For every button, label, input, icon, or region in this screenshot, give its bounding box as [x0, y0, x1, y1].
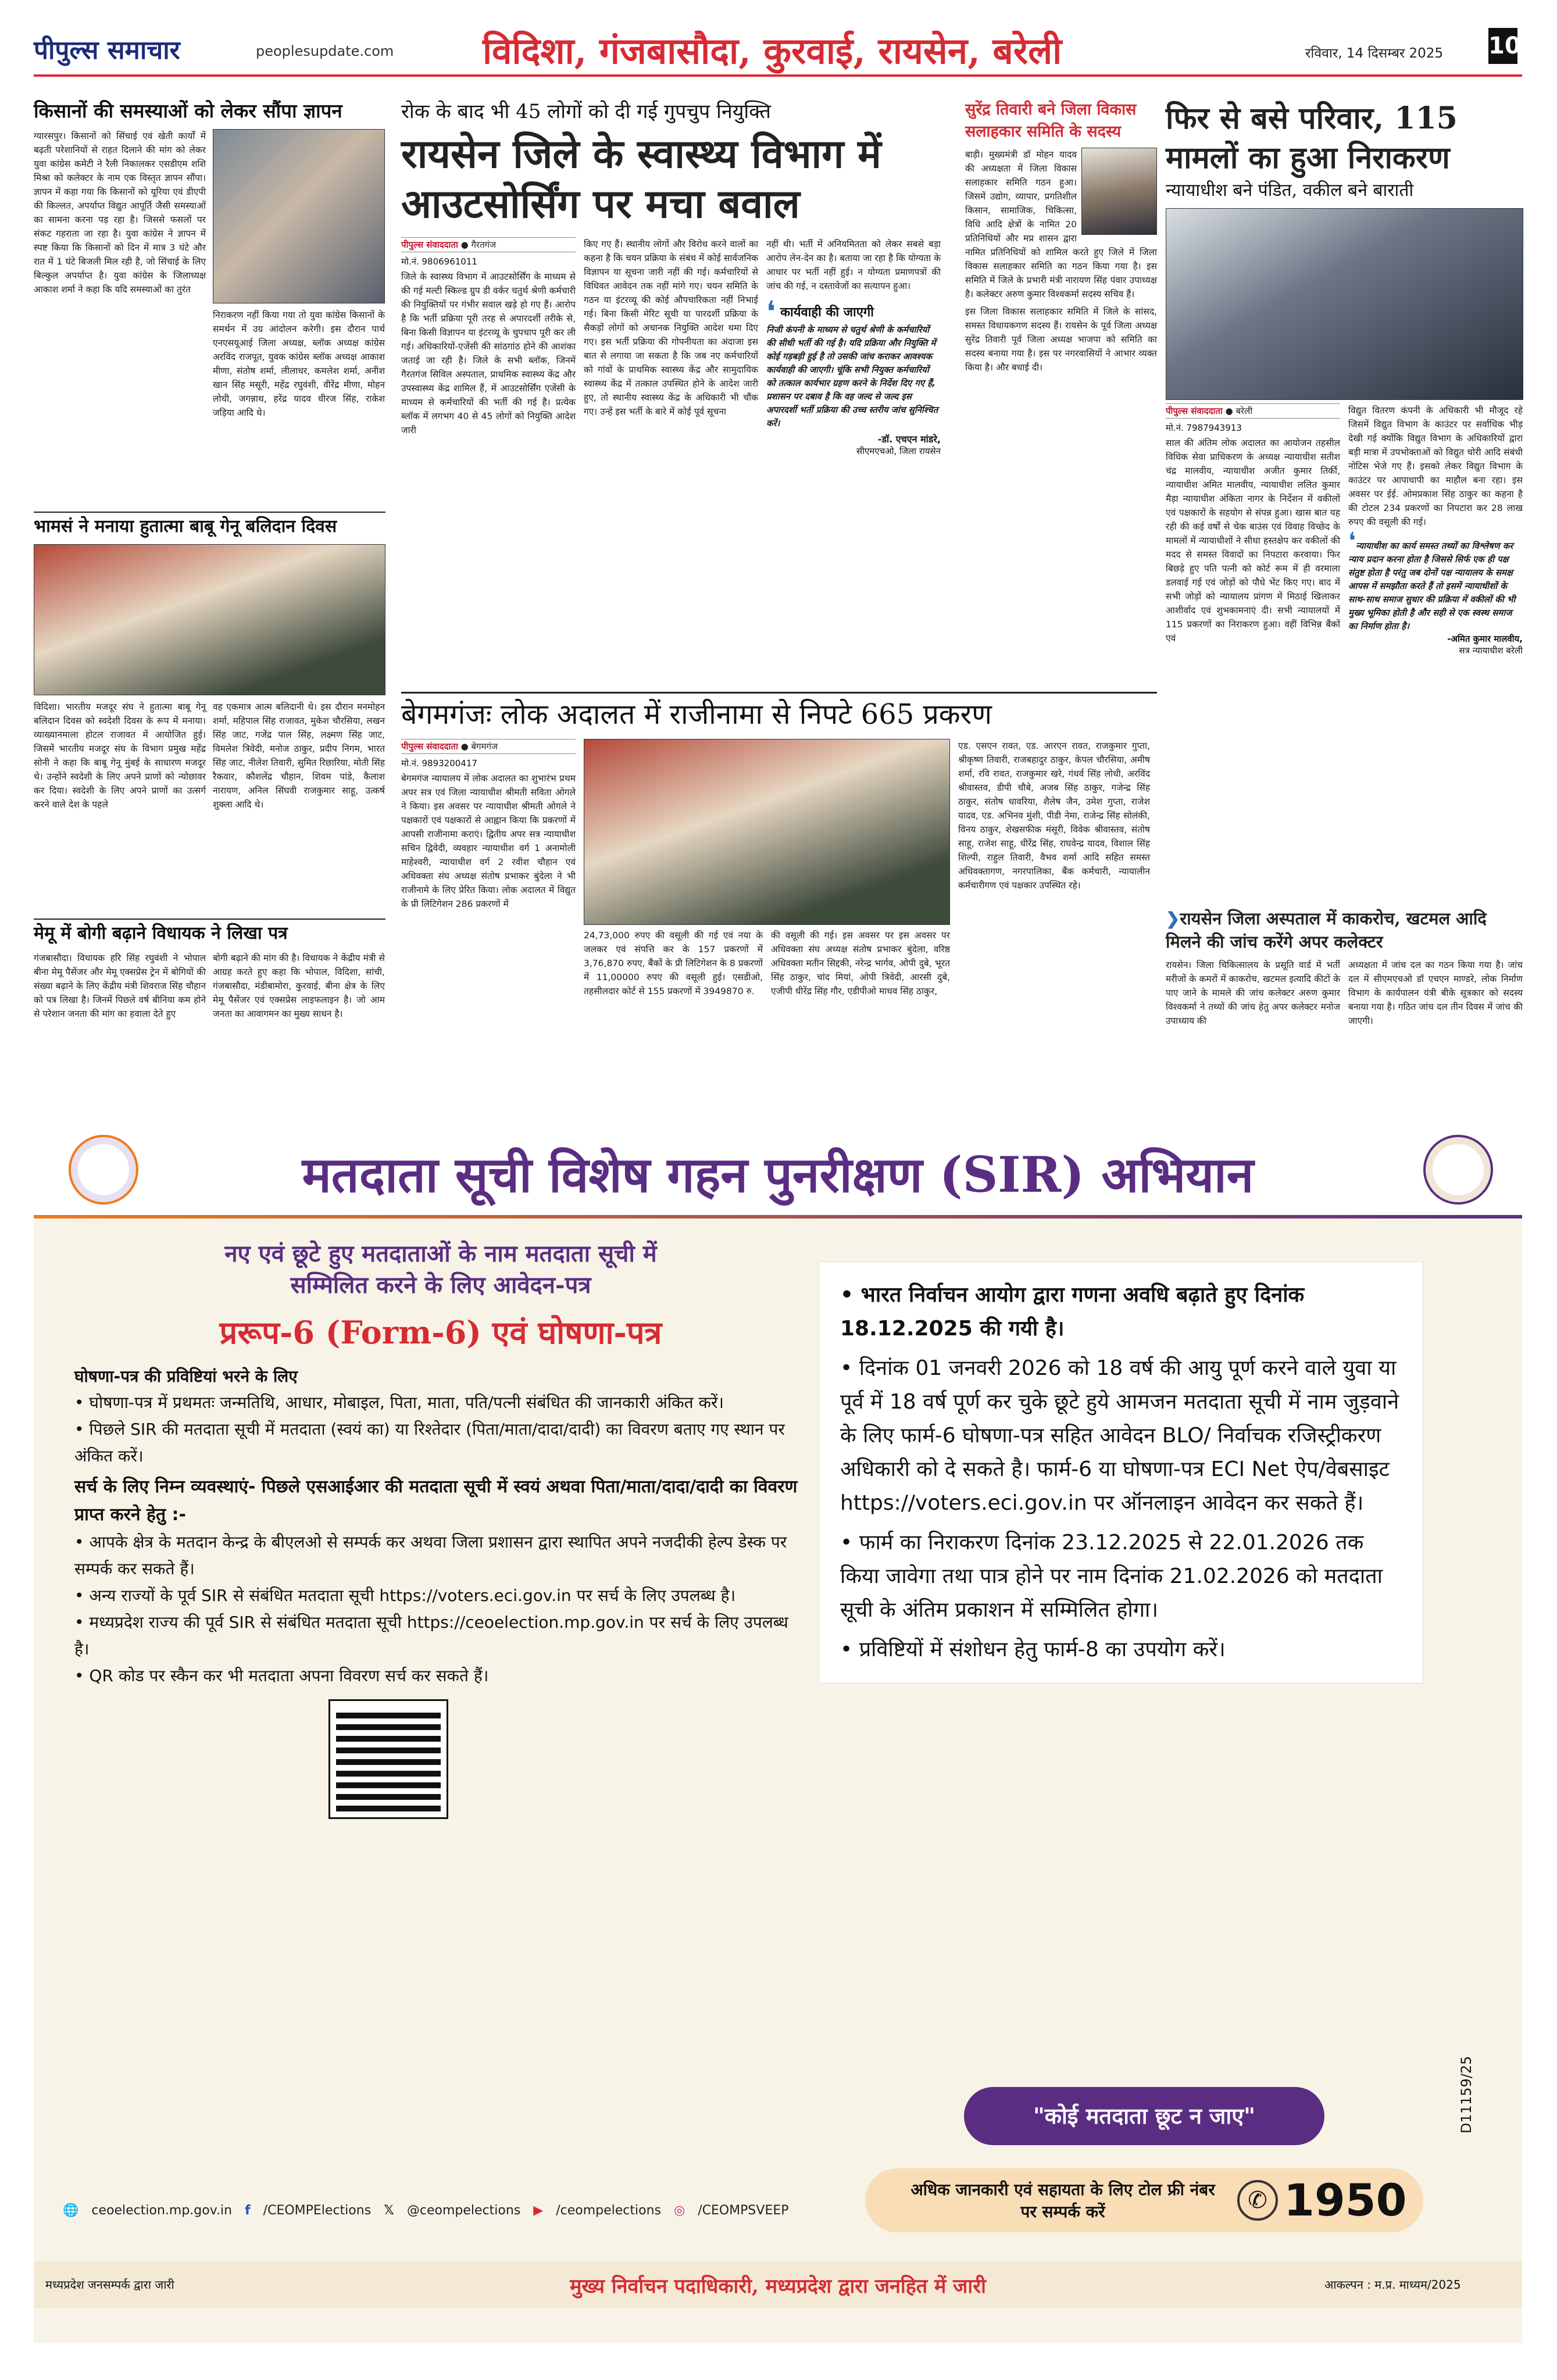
photo — [213, 129, 385, 303]
bullet-item: • प्रविष्टियों में संशोधन हेतु फार्म-8 का उपयोग करें। — [840, 1638, 1226, 1661]
slogan-badge: "कोई मतदाता छूट न जाए" — [964, 2087, 1324, 2145]
body-text: जिले के स्वास्थ्य विभाग में आउटसोर्सिंग के माध्यम से की गई मल्टी स्किल्ड ग्रुप डी वर्कर चतुर्थ श्रेणी कर्मचारी की नियुक्तियों पर गंभीर सवाल खड़े हो गए हैं। आरोप है कि भर्ती प्रक्रिया पूरी तरह से अपारदर्शी तरीके से, बिना किसी विज्ञापन या इंटरव्यू के चुपचाप पूरी कर ली गई। अधिकारियों-एजेंसी की सांठगांठ होने की आशंका जताई जा रही है। जिले के सभी ब्लॉक, जिनमें गैरतगंज सिविल अस्पताल, प्राथमिक स्वास्थ्य केंद्र और उपस्वास्थ्य केंद्र शामिल हैं, में आउटसोर्सिंग एजेंसी के माध्यम से कर्मचारियों की भर्ती की गई है। प्रत्येक ब्लॉक में लगभग 40 से 45 लोगों को नियुक्ति आदेश जारी — [401, 271, 576, 435]
kicker: रोक के बाद भी 45 लोगों को दी गई गुपचुप नियुक्ति — [401, 100, 771, 123]
helpline-box — [865, 2168, 1423, 2232]
body-text: की वसूली की गई। इस अवसर पर इस अवसर पर अधिवक्ता संघ अध्यक्ष संतोष प्रभाकर बुंदेला, वरिष्ठ अधिवक्ता मतीन सिद्दकी, नरेन्द्र भार्गव, ओपी दुबे, भूरत सिंह ठाकुर, चांद मियां, ओपी त्रिवेदी, आरसी दुबे, एजीपी धीरेंद्र सिंह गौर, एडीपीओ माधव सिंह ठाकुर, — [771, 930, 950, 996]
article-farmers — [34, 99, 385, 420]
article-hospital — [1166, 907, 1523, 1028]
footer-center: मुख्य निर्वाचन पदाधिकारी, मध्यप्रदेश द्वारा जनहित में जारी — [570, 2275, 986, 2298]
headline: मेमू में बोगी बढ़ाने विधायक ने लिखा पत्र — [34, 919, 385, 945]
bullet-item: • अन्य राज्यों के पूर्व SIR से संबंधित मतदाता सूची https://voters.eci.gov.in पर सर्च के लिए उपलब्ध है। — [74, 1586, 736, 1605]
quote-author: -डॉ. एचएन मांडरे, — [877, 434, 941, 445]
photo — [1166, 208, 1523, 400]
quote-icon: ❛ — [766, 295, 776, 328]
left-heading-1: नए एवं छूटे हुए मतदाताओं के नाम मतदाता सूची में — [224, 1240, 657, 1267]
body-text: अध्यक्षता में जांच दल का गठन किया गया है। जांच दल में सीएमएचओ डॉ एचएन माण्डरे, लोक निर्माण विभाग के कार्यपालन यंत्री बीके सूत्रकार को सदस्य बनाया गया है। गठित जांच दल तीन दिवस में जांच की जाएगी। — [1348, 960, 1523, 1026]
body-text: विद्युत वितरण कंपनी के अधिकारी भी मौजूद रहे जिसमें विद्युत विभाग के काउंटर पर सर्वाधिक भीड़ देखी गई क्योंकि विद्युत विभाग के अधिकारियों द्वारा बड़ी मात्रा में उपभोक्ताओं को विद्युत चोरी आदि संबंधी नोटिस भेजे गए हैं। इसको लेकर विद्युत विभाग के काउंटर पर आपाधापी का माहौल बना रहा। इस अवसर पर ईई. ओमप्रकाश सिंह ठाकुर का कहना है की टोटल 234 प्रकरणों का निपटारा कर 28 लाख रुपए की वसूली की गई। — [1348, 405, 1523, 527]
body-text: एड. एसएन रावत, एड. आरएन रावत, राजकुमार गुप्ता, श्रीकृष्ण तिवारी, राजबहादुर ठाकुर, केपल चौरसिया, अमीष शर्मा, रवि रावत, राजकुमार खरे, गंधर्व सिंह लोधी, अरविंद श्रीवास्तव, डीपी चौबे, अजब सिंह ठाकुर, गजेन्द्र सिंह ठाकुर, संतोष धावरिया, शैलेष जैन, उमेश गुप्ता, राजेश यादव, एड. अभिनव मुंशी, पीडी नेमा, राजेन्द्र सिंह सोलंकी, विनय ठाकुर, शेखसफीक मंसूरी, विवेक श्रीवास्तव, संतोष साहू, राजेश साहू, धीरेंद्र सिंह, राघवेन्द्र यादव, विशाल सिंह शिल्पी, राहुल तिवारी, वैभव शर्मा आदि सहित समस्त अधिवक्तागण, नगरपालिका, बैंक कर्मचारी, न्यायालीन कर्मचारीगण एवं पक्षकार उपस्थित रहे। — [958, 741, 1150, 891]
article-health-outsourcing — [401, 99, 954, 457]
ad-header — [34, 1122, 1522, 1215]
body-text: बाड़ी। मुख्यमंत्री डॉ मोहन यादव की अध्यक्षता में जिला विकास सलाहकार समिति गठन हुआ। जिसमें उद्योग, व्यापार, प्रगतिशील किसान, सामाजिक, चिकित्सा, विधि आदि क्षेत्रों के नामित 20 प्रतिनिधियों और मप्र शासन द्वारा नामित प्रतिनिधियों को शामिल करते हुए जिले में जिला विकास सलाहकार समिति का गठन किया गया है। इस समिति में जिले के प्रभारी मंत्री नारायण सिंह पंवार उपाध्यक्ष है। कलेक्टर अरुण कुमार विश्वकर्मा सदस्य सचिव हैं। — [965, 149, 1157, 299]
headline: किसानों की समस्याओं को लेकर सौंपा ज्ञापन — [34, 99, 342, 122]
instagram-icon: ◎ — [673, 2203, 685, 2218]
bullet-item: • मध्यप्रदेश राज्य की पूर्व SIR से संबंधित मतदाता सूची https://ceoelection.mp.gov.in पर सर्च के लिए उपलब्ध है। — [74, 1613, 788, 1659]
bullet-item: • QR कोड पर स्कैन कर भी मतदाता अपना विवरण सर्च कर सकते हैं। — [74, 1666, 489, 1685]
quote-text: ❛न्यायाधीश का कार्य समस्त तथ्यों का विश्लेषण कर न्याय प्रदान करना होता है जिससे सिर्फ एक ही पक्ष संतुष्ट होता है परंतु जब दोनों पक्ष न्यायालय के समक्ष आपस में समझौता करते हैं तो इसमें न्यायाधीशों के साथ-साथ समाज सुधार की प्रक्रिया में वकीलों की भी मुख्य भूमिका होती है और सही से एक स्वस्थ समाज का निर्माण होता है। — [1348, 528, 1516, 631]
helpline-text: अधिक जानकारी एवं सहायता के लिए टोल फ्री नंबर पर सम्पर्क करें — [910, 2180, 1215, 2221]
body-text: निराकरण नहीं किया गया तो युवा कांग्रेस किसानों के समर्थन में उग्र आंदोलन करेगी। इस दौरान पार्थ एनएसयूआई जिला अध्यक्ष, ब्लॉक अध्यक्ष कांग्रेस अरविंद राजपूत, युवक कांग्रेस ब्लॉक अध्यक्ष आकाश मीणा, संतोष शर्मा, लीलाधर, कमलेश शर्मा, अनीश खान सिंह मसूरी, महेंद्र रघुवंशी, वीरेंद्र मीणा, मोहन लोधी, जगन्नाथ, हरेंद्र यादव धीरज सिंह, राकेश जड़िया आदि थे। — [213, 310, 385, 418]
footer-left: मध्यप्रदेश जनसम्पर्क द्वारा जारी — [45, 2278, 174, 2292]
youtube-link[interactable]: /ceompelections — [556, 2203, 661, 2218]
bullet-item: • भारत निर्वाचन आयोग द्वारा गणना अवधि बढ़ाते हुए दिनांक 18.12.2025 की गयी है। — [840, 1283, 1305, 1341]
bullet-item: • फार्म का निराकरण दिनांक 23.12.2025 से 22.01.2026 तक किया जावेगा तथा पात्र होने पर नाम दिनांक 21.02.2026 को मतदाता सूची के अंतिम प्रकाशन में सम्मिलित होगा। — [840, 1531, 1383, 1622]
regions-title: विदिशा, गंजबासौदा, कुरवाई, रायसेन, बरेली — [483, 30, 1062, 72]
body-text: वह एकमात्र आत्म बलिदानी थे। इस दौरान मनमोहन शर्मा, महिपाल सिंह राजावत, मुकेश चौरसिया, लखन सिंह जाट, गजेंद्र पाल सिंह, लक्ष्मण सिंह जाट, विमलेश त्रिवेदी, मनोज ठाकुर, प्रदीप निगम, भारत सिंह जाट, नीलेश तिवारी, सुमित रिछारिया, मोती सिंह रैकवार, कौशलेंद्र चौहान, शिवम पांडे, कैलाश नारायण, अनिल सिंघवी राजकुमार साहू, उत्कर्ष शुक्ला आदि थे। — [213, 702, 385, 810]
article-bms — [34, 512, 385, 812]
left-heading-2: सम्मिलित करने के लिए आवेदन-पत्र — [290, 1271, 591, 1299]
phone-icon: ✆ — [1237, 2180, 1278, 2221]
section-heading: घोषणा-पत्र की प्रविष्टियां भरने के लिए — [74, 1367, 298, 1386]
headline: ❯रायसेन जिला अस्पताल में काकरोच, खटमल आदि मिलने की जांच करेंगे अपर कलेक्टर — [1166, 909, 1487, 952]
web-icon: 🌐 — [63, 2203, 79, 2218]
mobile-number: मो.नं. 9806961011 — [401, 256, 477, 267]
helpline-number[interactable]: 1950 — [1284, 2174, 1407, 2226]
quote-role: सत्र न्यायाधीश बरेली — [1459, 645, 1523, 656]
x-icon: 𝕏 — [384, 2203, 394, 2218]
section-heading: सर्च के लिए निम्न व्यवस्थाएं- पिछले एसआईआर की मतदाता सूची में स्वयं अथवा पिता/माता/दादा/दादी का विवरण प्राप्त करने हेतु :- — [74, 1477, 798, 1525]
issue-date: रविवार, 14 दिसम्बर 2025 — [1305, 46, 1444, 61]
quote-heading: ❛ कार्यवाही की जाएगी — [766, 295, 874, 328]
headline: बेगमगंजः लोक अदालत में राजीनामा से निपटे 665 प्रकरण — [401, 692, 1157, 733]
body-text: ग्यारसपुर। किसानों को सिंचाई एवं खेती कार्यों में बढ़ती परेशानियों से राहत दिलाने की मांग को लेकर युवा कांग्रेस कमेटी ने रैली निकालकर एसडीएम शशि मिश्रा को कलेक्टर के नाम एक विस्तृत ज्ञापन सौंपा। ज्ञापन में कहा गया कि किसानों को यूरिया एवं डीएपी की किल्लत, अपर्याप्त विद्युत आपूर्ति जैसी समस्याओं का सामना करना पड़ रहा है। जिससे फसलों पर संकट गहराता जा रहा है। युवा कांग्रेस ने ज्ञापन में स्पष्ट किया कि किसानों को दिन में मात्र 3 घंटे और रात में 1 घंटे बिजली मिल रही है, जो सिंचाई के लिए बिल्कुल अपर्याप्त है। युवा कांग्रेस के जिलाध्यक्ष आकाश शर्मा ने कहा कि यदि समस्याओं का तुरंत — [34, 131, 206, 295]
bullet-item: • दिनांक 01 जनवरी 2026 को 18 वर्ष की आयु पूर्ण करने वाले युवा या पूर्व में 18 वर्ष पूर्ण कर चुके छूटे हुये आमजन मतदाता सूची में नाम जुड़वाने के लिए फार्म-6 घोषणा-पत्र सहित आवेदन BLO/ निर्वाचक रजिस्ट्रीकरण अधिकारी को दे सकते है। फार्म-6 या घोषणा-पत्र ECI Net ऐप/वेबसाइट https://voters.eci.gov.in पर ऑनलाइन आवेदन कर सकते हैं। — [840, 1356, 1399, 1515]
form-6-heading: प्ररूप-6 (Form-6) एवं घोषणा-पत्र — [219, 1314, 662, 1351]
masthead — [0, 0, 1557, 93]
ad-divider — [34, 1215, 1522, 1218]
body-text: रायसेन। जिला चिकित्सालय के प्रसूति वार्ड में भर्ती मरीजों के कमरों में काकरोच, खटमल इत्यादि कीटों के पाए जाने के मामले की जांच कलेक्टर अरुण कुमार विश्वकर्मा ने तथ्यों की जांच हेतु अपर कलेक्टर मनोज उपाध्याय की — [1166, 960, 1340, 1026]
qr-code[interactable] — [330, 1701, 447, 1817]
youtube-icon: ▶ — [533, 2203, 544, 2218]
social-links — [63, 2203, 819, 2218]
mobile-number: मो.नं. 7987943913 — [1166, 423, 1242, 433]
ad-right-panel — [819, 1262, 1423, 1684]
photo — [584, 739, 950, 925]
body-text: बोगी बढ़ाने की मांग की है। विधायक ने केंद्रीय मंत्री से आग्रह करते हुए कहा कि भोपाल, विदिशा, सांची, गंजबासौदा, मंडीबामोरा, कुरवाई, बीना क्षेत्र के लिए मेमू पैसेंजर एवं एक्सप्रेस लाइफलाइन है। जो आम जनता का आवागमन का मुख्य साधन है। — [213, 953, 385, 1019]
body-text: इस जिला विकास सलाहकार समिति में जिले के सांसद, समस्त विधायकगण सदस्य हैं। रायसेन के पूर्व जिला अध्यक्ष सुरेंद्र तिवारी पूर्व जिला अध्यक्ष भाजपा को समिति का सदस्य बनाया गया है। इस पर नगरवासियों ने आभार व्यक्त किया है। और बधाई दी। — [965, 306, 1157, 373]
ad-left-panel — [74, 1238, 807, 1817]
sir-advertisement — [34, 1122, 1522, 2343]
headline: भामसं ने मनाया हुतात्मा बाबू गेनू बलिदान दिवस — [34, 512, 385, 538]
byline: पीपुल्स संवाददाता ● बेगमगंज — [401, 739, 576, 754]
quote-text: निजी कंपनी के माध्यम से चतुर्थ श्रेणी के कर्मचारियों की सीधी भर्ती की गई है। यदि प्रक्रिया और नियुक्ति में कोई गड़बड़ी हुई है तो उसकी जांच कराकर आवश्यक कार्यवाही की जाएगी। चूंकि सभी नियुक्त कर्मचारियों को तत्काल कार्यभार ग्रहण करने के निर्देश दिए गए हैं, प्रशासन पर दबाव है कि वह जल्द से जल्द इस अपारदर्शी भर्ती प्रक्रिया की उच्च स्तरीय जांच सुनिश्चित करें। — [766, 324, 938, 428]
bullet-item: • आपके क्षेत्र के मतदान केन्द्र के बीएलओ से सम्पर्क कर अथवा जिला प्रशासन द्वारा स्थापित अपने नजदीकी हेल्प डेस्क पर सम्पर्क कर सकते हैं। — [74, 1532, 787, 1578]
ad-footer — [34, 2261, 1522, 2308]
mobile-number: मो.नं. 9893200417 — [401, 758, 477, 769]
body-text: किए गए हैं। स्थानीय लोगों और विरोध करने वालों का कहना है कि चयन प्रक्रिया के संबंध में कोई सार्वजनिक विज्ञापन या सूचना जारी नहीं की गई। कर्मचारियों से विधिवत आवेदन तक नहीं मांगे गए। चयन समिति के गठन या इंटरव्यू की कोई औपचारिकता नहीं निभाई गई। बिना किसी मेरिट सूची या पारदर्शी प्रक्रिया के सैकड़ों लोगों को अचानक नियुक्ति आदेश थमा दिए गए। इस भर्ती प्रक्रिया की गोपनीयता का अंदाजा इस बात से लगाया जा सकता है कि जब नए कर्मचारियों को गांवों के प्राथमिक स्वास्थ्य केंद्र और सामुदायिक स्वास्थ्य केंद्र में तत्काल उपस्थित होने के आदेश जारी हुए, तो स्थानीय स्वास्थ्य केंद्र के अधिकारी भी चौंक गए। उन्हें इस भर्ती के बारे में कोई पूर्व सूचना — [584, 239, 758, 417]
footer-right: आकल्पन : म.प्र. माध्यम/2025 — [1324, 2278, 1461, 2292]
x-link[interactable]: @ceompelections — [406, 2203, 521, 2218]
eci-logo — [69, 1135, 138, 1205]
body-text: बेगमगंज न्यायालय में लोक अदालत का शुभारंभ प्रथम अपर सत्र एवं जिला न्यायाधीश श्रीमती सविता ओगले ने किया। इस अवसर पर न्यायाधीश श्रीमती ओगले ने पक्षकारों एवं पक्षकारों से आह्वान किया कि प्रकरणों में आपसी राजीनामा कराएं। द्वितीय अपर सत्र न्यायाधीश सचिन द्विवेदी, व्यवहार न्यायाधीश वर्ग 1 अनामोली माहेश्वरी, न्यायाधीश वर्ग 2 रवीश चौहान एवं अधिवक्ता संघ अध्यक्ष संतोष प्रभाकर बुंदेला ने भी राजीनामे के लिए प्रेरित किया। लोक अदालत में विद्युत के प्री लिटिगेशन 286 प्रकरणों में — [401, 773, 576, 909]
article-lok-adalat-bareli — [1166, 99, 1523, 656]
body-text: नहीं थी। भर्ती में अनियमितता को लेकर सबसे बड़ा आरोप लेन-देन का है। बताया जा रहा है कि योग्यता के आधार पर भर्ती नहीं हुई। न योग्यता प्रमाणपत्रों की जांच की गई, न दस्तावेजों का सत्यापन हुआ। — [766, 239, 941, 291]
body-text: विदिशा। भारतीय मजदूर संघ ने हुतात्मा बाबू गेनू बलिदान दिवस को स्वदेशी दिवस के रूप में मनाया। व्याख्यानमाला होटल राजावत में आयोजित हुई। जिसमें भारतीय मजदूर संघ के विभाग प्रमुख महेंद्र सोनी ने कहा कि बाबू गेनू मुंबई के साधारण मजदूर थे। उन्होंने स्वदेशी के लिए अपने प्राणों को न्योछावर कर दिया। स्वदेशी के लिए अपने प्राणों का उत्सर्ग करने वाले देश के पहले — [34, 702, 206, 810]
site-url[interactable]: peoplesupdate.com — [256, 43, 394, 59]
masthead-rule — [34, 74, 1522, 77]
photo — [34, 544, 385, 695]
article-tiwari — [965, 99, 1157, 374]
quote-author: -अमित कुमार मालवीय, — [1447, 634, 1523, 644]
ad-title: मतदाता सूची विशेष गहन पुनरीक्षण (SIR) अभियान — [302, 1146, 1254, 1203]
article-begamganj — [401, 692, 1157, 998]
page-number: 10 — [1488, 28, 1517, 64]
ad-code: D11159/25 — [1458, 2056, 1474, 2134]
body-text: गंजबासौदा। विधायक हरि सिंह रघुवंशी ने भोपाल बीना मेमू पैसेंजर और मेमू एक्सप्रेस ट्रेन में बोगियों की संख्या बढ़ाने के लिए केंद्रीय मंत्री शिवराज सिंह चौहान को पत्र लिखा है। जिनमें पिछले वर्ष बीनिया कम होने से परेशान जनता की मांग का हवाला देते हुए — [34, 953, 206, 1019]
headline: रायसेन जिले के स्वास्थ्य विभाग में आउटसोर्सिंग पर मचा बवाल — [401, 131, 881, 227]
quote-icon: ❛ — [1348, 528, 1356, 555]
newspaper-logo: पीपुल्स समाचार — [34, 35, 180, 65]
quote-role: सीएमएचओ, जिला रायसेन — [856, 446, 941, 456]
bullet-item: • घोषणा-पत्र में प्रथमतः जन्मतिथि, आधार, मोबाइल, पिता, माता, पति/पत्नी संबंधित की जानकारी अंकित करें। — [74, 1393, 724, 1412]
mp-election-logo — [1423, 1135, 1493, 1205]
byline: पीपुल्स संवाददाता ● बरेली — [1166, 403, 1340, 419]
body-text: 24,73,000 रुपए की वसूली की गई एवं नया के जलकर एवं संपत्ति कर के 157 प्रकरणों में 3,76,870 रुपए, बैंकों के प्री लिटिगेशन के 8 प्रकरणों में 11,00000 रुपए की वसूली हुई। एसडीओ, तहसीलदार कोर्ट से 155 प्रकरणों में 3949870 रु. — [584, 930, 763, 996]
headline: फिर से बसे परिवार, 115 मामलों का हुआ निराकरण — [1166, 101, 1458, 176]
bullet-item: • पिछले SIR की मतदाता सूची में मतदाता (स्वयं का) या रिश्तेदार (पिता/माता/दादा/दादी) का विवरण बताए गए स्थान पर अंकित करें। — [74, 1420, 785, 1466]
subheadline: न्यायाधीश बने पंडित, वकील बने बाराती — [1166, 180, 1414, 201]
facebook-link[interactable]: /CEOMPElections — [263, 2203, 372, 2218]
facebook-icon: f — [245, 2203, 251, 2218]
article-memu — [34, 919, 385, 1021]
instagram-link[interactable]: /CEOMPSVEEP — [698, 2203, 789, 2218]
headline: सुरेंद्र तिवारी बने जिला विकास सलाहकार समिति के सदस्य — [965, 101, 1137, 141]
arrow-icon: ❯ — [1166, 909, 1180, 928]
byline: पीपुल्स संवाददाता ● गैरतगंज — [401, 237, 576, 252]
web-link[interactable]: ceoelection.mp.gov.in — [91, 2203, 233, 2218]
photo — [1081, 148, 1157, 235]
body-text: साल की अंतिम लोक अदालत का आयोजन तहसील विधिक सेवा प्राधिकरण के अध्यक्ष न्यायाधीश सतीश चंद्र मालवीय, न्यायाधीश अजीत कुमार तिर्की, न्यायाधीश अमित मालवीय, न्यायाधीश ललित कुमार मैड़ा न्यायाधीश अंकिता नागर के निर्देशन में वकीलों एवं पक्षकारों के सहयोग से संपन्न हुआ। खास बात यह रही की कई वर्षों से चेक बाउंस एवं विवाह विच्छेद के मामलों में न्यायाधीशों ने सीधा हस्तक्षेप कर वकीलों की मदद से समस्त विवादों का निपटारा करवाया। फिर बिछड़े हुए पति पत्नी को कोर्ट रूम में ही वरमाला डलवाई गई एवं जोड़ों को पौधे भेंट किए गए। बाद में सभी जोड़ों को न्यायालय प्रांगण में मिठाई खिलाकर आशीर्वाद एवं शुभकामनाएं दी। सभी न्यायालयों में 115 प्रकरणों का निराकरण हुआ। वहीं विभिन्न बैंकों एवं — [1166, 438, 1340, 644]
